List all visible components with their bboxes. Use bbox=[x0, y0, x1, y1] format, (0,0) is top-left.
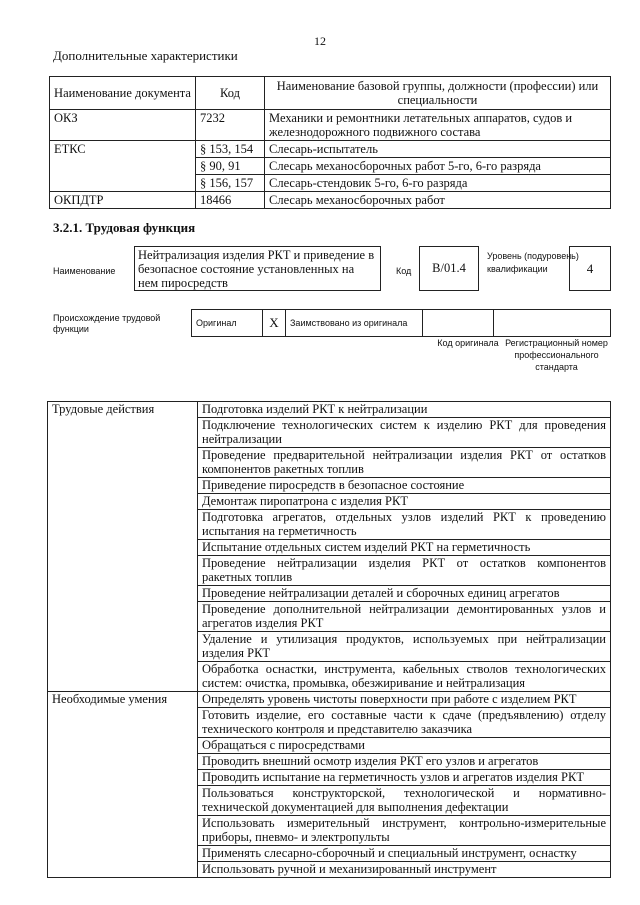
labor-actions-item: Испытание отдельных систем изделий РКТ на герметичность bbox=[198, 540, 611, 556]
cell-code: § 90, 91 bbox=[196, 158, 265, 175]
header-document: Наименование документа bbox=[50, 77, 196, 110]
section-title: Дополнительные характеристики bbox=[53, 48, 238, 63]
labor-actions-item: Подготовка изделий РКТ к нейтрализации bbox=[198, 402, 611, 418]
required-skills-item: Использовать ручной и механизированный инструмент bbox=[198, 862, 611, 878]
function-title: 3.2.1. Трудовая функция bbox=[53, 220, 196, 235]
cell-code: 7232 bbox=[196, 110, 265, 141]
labor-actions-item: Подключение технологических систем к изделию РКТ для проведения нейтрализации bbox=[198, 418, 611, 448]
required-skills-item: Определять уровень чистоты поверхности при работе с изделием РКТ bbox=[198, 692, 611, 708]
table-row bbox=[50, 141, 611, 158]
function-name-label: Наименование bbox=[53, 266, 116, 276]
required-skills-item: Проводить испытание на герметичность узлов и агрегатов изделия РКТ bbox=[198, 770, 611, 786]
reg-number-label: Регистрационный номер профессионального стандарта bbox=[505, 338, 608, 372]
required-skills-item: Обращаться с пиросредствами bbox=[198, 738, 611, 754]
cell-name: Слесарь механосборочных работ 5-го, 6-го разряда bbox=[265, 158, 611, 175]
origin-checkmark: X bbox=[263, 310, 286, 337]
required-skills-item: Применять слесарно-сборочный и специальный инструмент, оснастку bbox=[198, 846, 611, 862]
labor-actions-label: Трудовые действия bbox=[48, 402, 198, 692]
cell-name: Слесарь-испытатель bbox=[265, 141, 611, 158]
labor-actions-item: Проведение предварительной нейтрализации изделия РКТ от остатков компонентов ракетных топлив bbox=[198, 448, 611, 478]
function-code-label: Код bbox=[396, 266, 412, 276]
required-skills-item: Пользоваться конструкторской, технологической и нормативно-технической документацией для выполнения дефектации bbox=[198, 786, 611, 816]
origin-borrowed-label: Заимствовано из оригинала bbox=[286, 310, 423, 337]
required-skills-item: Использовать измерительный инструмент, контрольно-измерительные приборы, пневмо- и электропульты bbox=[198, 816, 611, 846]
table-row bbox=[48, 692, 611, 708]
code-original-label: Код оригинала bbox=[437, 338, 499, 348]
code-original-cell bbox=[423, 310, 494, 337]
labor-actions-item: Удаление и утилизация продуктов, используемых при нейтрализации изделия РКТ bbox=[198, 632, 611, 662]
header-group-name: Наименование базовой группы, должности (профессии) или специальности bbox=[265, 77, 611, 110]
characteristics-header-row bbox=[50, 77, 611, 110]
header-code: Код bbox=[196, 77, 265, 110]
qualification-level-label: Уровень (подуровень) квалификации bbox=[487, 251, 579, 274]
origin-table bbox=[191, 309, 611, 337]
cell-document: ОКЗ bbox=[50, 110, 196, 141]
function-name-value: Нейтрализация изделия РКТ и приведение в безопасное состояние установленных на нем пиросредств bbox=[134, 246, 381, 291]
cell-name: Механики и ремонтники летательных аппаратов, судов и железнодорожного подвижного состава bbox=[265, 110, 611, 141]
cell-document: ЕТКС bbox=[50, 141, 196, 192]
page-number: 12 bbox=[314, 34, 326, 48]
table-row bbox=[48, 402, 611, 418]
qualification-level-value: 4 bbox=[569, 246, 611, 291]
cell-document: ОКПДТР bbox=[50, 192, 196, 209]
labor-actions-item: Проведение дополнительной нейтрализации демонтированных узлов и агрегатов изделия РКТ bbox=[198, 602, 611, 632]
function-code-value: В/01.4 bbox=[419, 246, 479, 291]
labor-actions-table bbox=[47, 401, 611, 878]
labor-actions-item: Проведение нейтрализации деталей и сборочных единиц агрегатов bbox=[198, 586, 611, 602]
table-row bbox=[50, 192, 611, 209]
required-skills-item: Готовить изделие, его составные части к сдаче (предъявлению) отделу технического контроля и представителю заказчика bbox=[198, 708, 611, 738]
characteristics-table bbox=[49, 76, 611, 209]
required-skills-label: Необходимые умения bbox=[48, 692, 198, 878]
required-skills-item: Проводить внешний осмотр изделия РКТ его узлов и агрегатов bbox=[198, 754, 611, 770]
labor-actions-item: Проведение нейтрализации изделия РКТ от остатков компонентов ракетных топлив bbox=[198, 556, 611, 586]
table-row bbox=[50, 110, 611, 141]
labor-actions-item: Обработка оснастки, инструмента, кабельных стволов технологических систем: очистка, промывка, обезжиривание и нейтрализация bbox=[198, 662, 611, 692]
cell-name: Слесарь механосборочных работ bbox=[265, 192, 611, 209]
function-origin-label: Происхождение трудовой функции bbox=[53, 313, 161, 334]
origin-original-label: Оригинал bbox=[192, 310, 263, 337]
labor-actions-item: Демонтаж пиропатрона с изделия РКТ bbox=[198, 494, 611, 510]
cell-code: § 156, 157 bbox=[196, 175, 265, 192]
reg-number-cell bbox=[494, 310, 611, 337]
cell-code: 18466 bbox=[196, 192, 265, 209]
labor-actions-item: Приведение пиросредств в безопасное состояние bbox=[198, 478, 611, 494]
cell-code: § 153, 154 bbox=[196, 141, 265, 158]
cell-name: Слесарь-стендовик 5-го, 6-го разряда bbox=[265, 175, 611, 192]
labor-actions-item: Подготовка агрегатов, отдельных узлов изделий РКТ к проведению испытания на герметичность bbox=[198, 510, 611, 540]
